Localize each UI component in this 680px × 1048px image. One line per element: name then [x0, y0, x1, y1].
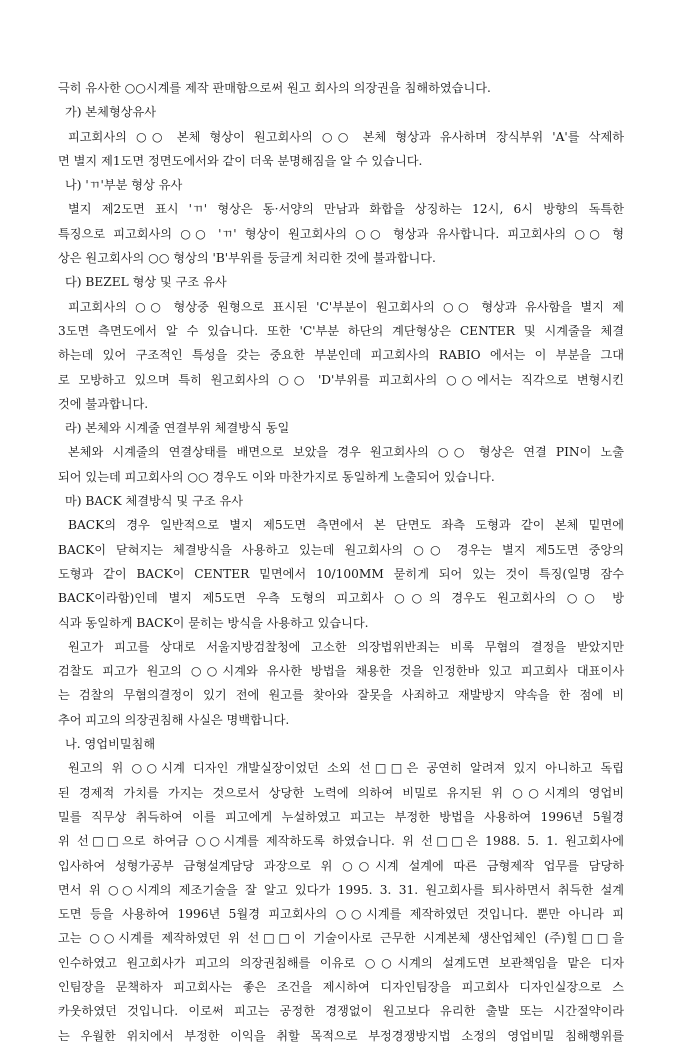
section-heading: 나. 영업비밀침해 [65, 737, 156, 752]
text-line: 특징으로 피고회사의 ○○ 'ㄲ' 형상이 원고회사의 ○○ 형상과 유사합니다. 피고회사의 ○○ 형 [58, 226, 624, 241]
text-line: 된 경제적 가치를 가지는 것으로서 상당한 노력에 의하여 비밀로 유지된 위 ○○시계의 영업비 [58, 785, 624, 800]
text-line: 면 별지 제1도면 정면도에서와 같이 더욱 분명해짐을 알 수 있습니다. [58, 153, 423, 168]
text-line: 하는데 있어 구조적인 특성을 갖는 중요한 부분인데 피고회사의 RABIO 에서는 이 부분을 그대 [58, 348, 624, 363]
text-line: 피고회사의 ○○ 본체 형상이 원고회사의 ○○ 본체 형상과 유사하며 장식부위 'A'를 삭제하 [68, 129, 624, 144]
text-line: 극히 유사한 ○○시계를 제작 판매함으로써 원고 회사의 의장권을 침해하였습니다. [58, 81, 491, 95]
text-line: 고는 ○○시계를 제작하였던 위 선□□이 기술이사로 근무한 시계본체 생산업체인 (주)힐□□을 [58, 931, 624, 946]
text-line: BACK이라함)인데 별지 제5도면 우측 도형의 피고회사 ○○의 경우도 원고회사의 ○○ 방 [58, 591, 624, 606]
text-line: 본체와 시계줄의 연결상태를 배면으로 보았을 경우 원고회사의 ○○ 형상은 연결 PIN이 노출 [68, 445, 624, 460]
text-line: 검찰도 피고가 원고의 ○○시계와 유사한 방법을 채용한 것을 인정한바 있고 피고회사 대표이사 [58, 664, 624, 679]
section-heading: 나) 'ㄲ'부분 형상 유사 [65, 178, 183, 193]
text-line: 입사하여 성형가공부 금형설계담당 과장으로 위 ○○시계 설계에 따른 금형제작 업무를 담당하 [58, 858, 624, 873]
text-line: 밀를 직무상 취득하여 이를 피고에게 누설하였고 피고는 부정한 방법을 사용하여 1996년 5월경 [58, 809, 624, 824]
text-line: 카웃하였던 것입니다. 이로써 피고는 공정한 경쟁없이 원고보다 유리한 출발 또는 시간절약이라 [58, 1004, 624, 1019]
text-line: 는 검찰의 무혐의결정이 있기 전에 원고를 찾아와 잘못을 사죄하고 재발방지 약속을 한 점에 비 [58, 688, 624, 703]
document-body [58, 76, 624, 1048]
text-line: 원고가 피고를 상대로 서울지방검찰청에 고소한 의장법위반죄는 비록 무혐의 결정을 받았지만 [68, 639, 624, 654]
text-line: 는 우월한 위치에서 부정한 이익을 취할 목적으로 부정경쟁방지법 소정의 영업비밀 침해행위를 [58, 1028, 624, 1043]
text-line: 인팀장을 문책하자 피고회사는 좋은 조건을 제시하여 디자인팀장을 피고회사 디자인실장으로 스 [58, 979, 624, 994]
text-line: 상은 원고회사의 ○○ 형상의 'B'부위를 둥글게 처리한 것에 불과합니다. [58, 251, 436, 266]
text-line: 인수하였고 원고회사가 피고의 의장권침해를 이유로 ○○시계의 설계도면 보관책임을 맡은 디자 [58, 955, 624, 970]
text-line: BACK의 경우 일반적으로 별지 제5도면 측면에서 본 단면도 좌측 도형과 같이 본체 밑면에 [68, 518, 624, 533]
text-line: 면서 위 ○○시계의 제조기술을 잘 알고 있다가 1995. 3. 31. 원고회사를 퇴사하면서 취득한 설계 [58, 882, 624, 897]
text-line: 도면 등을 사용하여 1996년 5월경 피고회사의 ○○시계를 제작하였던 것입니다. 뿐만 아니라 피 [58, 907, 624, 922]
text-line: 것에 불과합니다. [58, 396, 149, 411]
text-line: 별지 제2도면 표시 'ㄲ' 형상은 동·서양의 만남과 화합을 상징하는 12시, 6시 방향의 독특한 [68, 202, 624, 217]
text-line: 3도면 측면도에서 알 수 있습니다. 또한 'C'부분 하단의 계단형상은 CENTER 및 시계줄을 체결 [58, 323, 624, 338]
text-line: 도형과 같이 BACK이 CENTER 밑면에서 10/100MM 묻히게 되어 있는 것이 특징(일명 잠수 [58, 566, 624, 581]
text-line: 피고회사의 ○○ 형상중 원형으로 표시된 'C'부분이 원고회사의 ○○ 형상과 유사함을 별지 제 [68, 299, 624, 314]
section-heading: 라) 본체와 시계줄 연결부위 체결방식 동일 [65, 421, 290, 436]
section-heading: 다) BEZEL 형상 및 구조 유사 [65, 275, 227, 290]
text-line: 되어 있는데 피고회사의 ○○ 경우도 이와 마찬가지로 동일하게 노출되어 있습니다. [58, 469, 495, 484]
text-line: 로 모방하고 있으며 특히 원고회사의 ○○ 'D'부위를 피고회사의 ○○에서는 직각으로 변형시킨 [58, 372, 624, 387]
section-heading: 마) BACK 체결방식 및 구조 유사 [65, 494, 244, 509]
section-heading: 가) 본체형상유사 [65, 105, 157, 120]
text-line: 위 선□□으로 하여금 ○○시계를 제작하도록 하였습니다. 위 선□□은 1988. 5. 1. 원고회사에 [58, 834, 624, 849]
text-line: 식과 동일하게 BACK이 묻히는 방식을 사용하고 있습니다. [58, 615, 369, 630]
text-line: 원고의 위 ○○시계 디자인 개발실장이었던 소외 선□□은 공연히 알려져 있지 아니하고 독립 [68, 761, 624, 776]
text-line: BACK이 닫혀지는 체결방식을 사용하고 있는데 원고회사의 ○○ 경우는 별지 제5도면 중앙의 [58, 542, 624, 557]
text-line: 추어 피고의 의장권침해 사실은 명백합니다. [58, 712, 290, 727]
